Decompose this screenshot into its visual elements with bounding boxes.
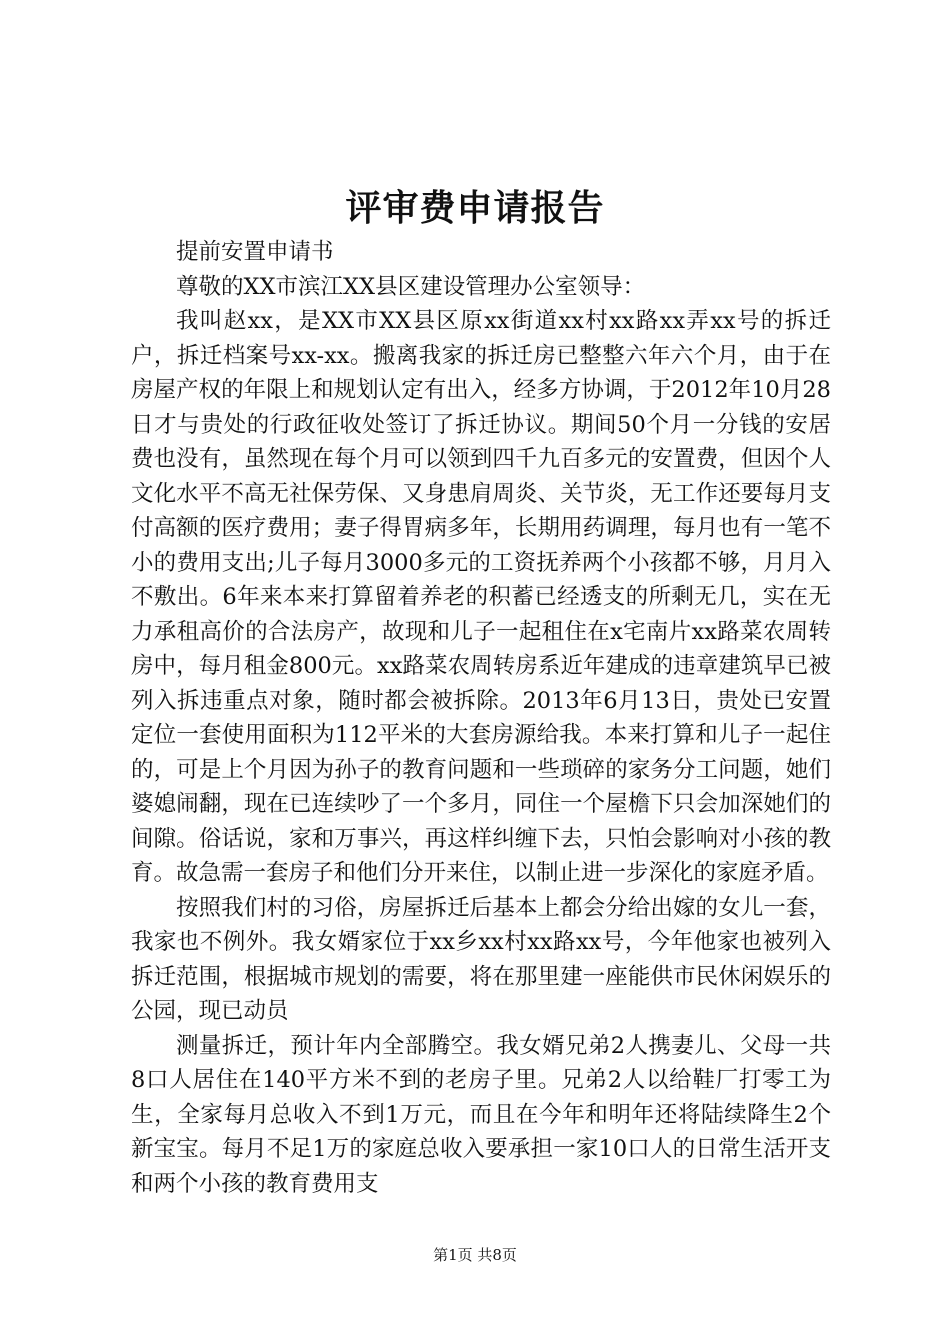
document-title: 评审费申请报告 [345, 187, 605, 229]
page-footer: 第1页 共8页 [433, 1246, 517, 1264]
paragraph-body: 测量拆迁，预计年内全部腾空。我女婿兄弟2人携妻儿、父母一共8口人居住在140平方米不到的老房子里。兄弟2人以给鞋厂打零工为生，全家每月总收入不到1万元，而且在今年和明年还将陆续降生2个新宝宝。每月不足1万的家庭总收入要承担一家10口人的日常生活开支和两个小孩的教育费用支 [131, 1032, 831, 1197]
paragraph-salutation: 尊敬的XX市滨江XX县区建设管理办公室领导： [176, 273, 646, 300]
document-body [131, 235, 831, 1201]
paragraph-body: 我叫赵xx，是XX市XX县区原xx街道xx村xx路xx弄xx号的拆迁户，拆迁档案号xx-xx。搬离我家的拆迁房已整整六年六个月，由于在房屋产权的年限上和规划认定有出入，经多方协调，于2012年10月28日才与贵处的行政征收处签订了拆迁协议。期间50个月一分钱的安居费也没有，虽然现在每个月可以领到四千九百多元的安置费，但因个人文化水平不高无社保劳保、又身患肩周炎、关节炎，无工作还要每月支付高额的医疗费用；妻子得胃病多年，长期用药调理，每月也有一笔不小的费用支出;儿子每月3000多元的工资抚养两个小孩都不够，月月入不敷出。6年来本来打算留着养老的积蓄已经透支的所剩无几，实在无力承租高价的合法房产，故现和儿子一起租住在x宅南片xx路菜农周转房中，每月租金800元。xx路菜农周转房系近年建成的违章建筑早已被列入拆违重点对象，随时都会被拆除。2013年6月13日，贵处已安置定位一套使用面积为112平米的大套房源给我。本来打算和儿子一起住的，可是上个月因为孙子的教育问题和一些琐碎的家务分工问题，她们婆媳闹翻，现在已连续吵了一个多月，同住一个屋檐下只会加深她们的间隙。俗话说，家和万事兴，再这样纠缠下去，只怕会影响对小孩的教育。故急需一套房子和他们分开来住，以制止进一步深化的家庭矛盾。 [131, 308, 831, 886]
paragraph-body: 按照我们村的习俗，房屋拆迁后基本上都会分给出嫁的女儿一套，我家也不例外。我女婿家位于xx乡xx村xx路xx号，今年他家也被列入拆迁范围，根据城市规划的需要，将在那里建一座能供市民休闲娱乐的公园，现已动员 [131, 894, 831, 1024]
paragraph-heading: 提前安置申请书 [176, 239, 334, 265]
